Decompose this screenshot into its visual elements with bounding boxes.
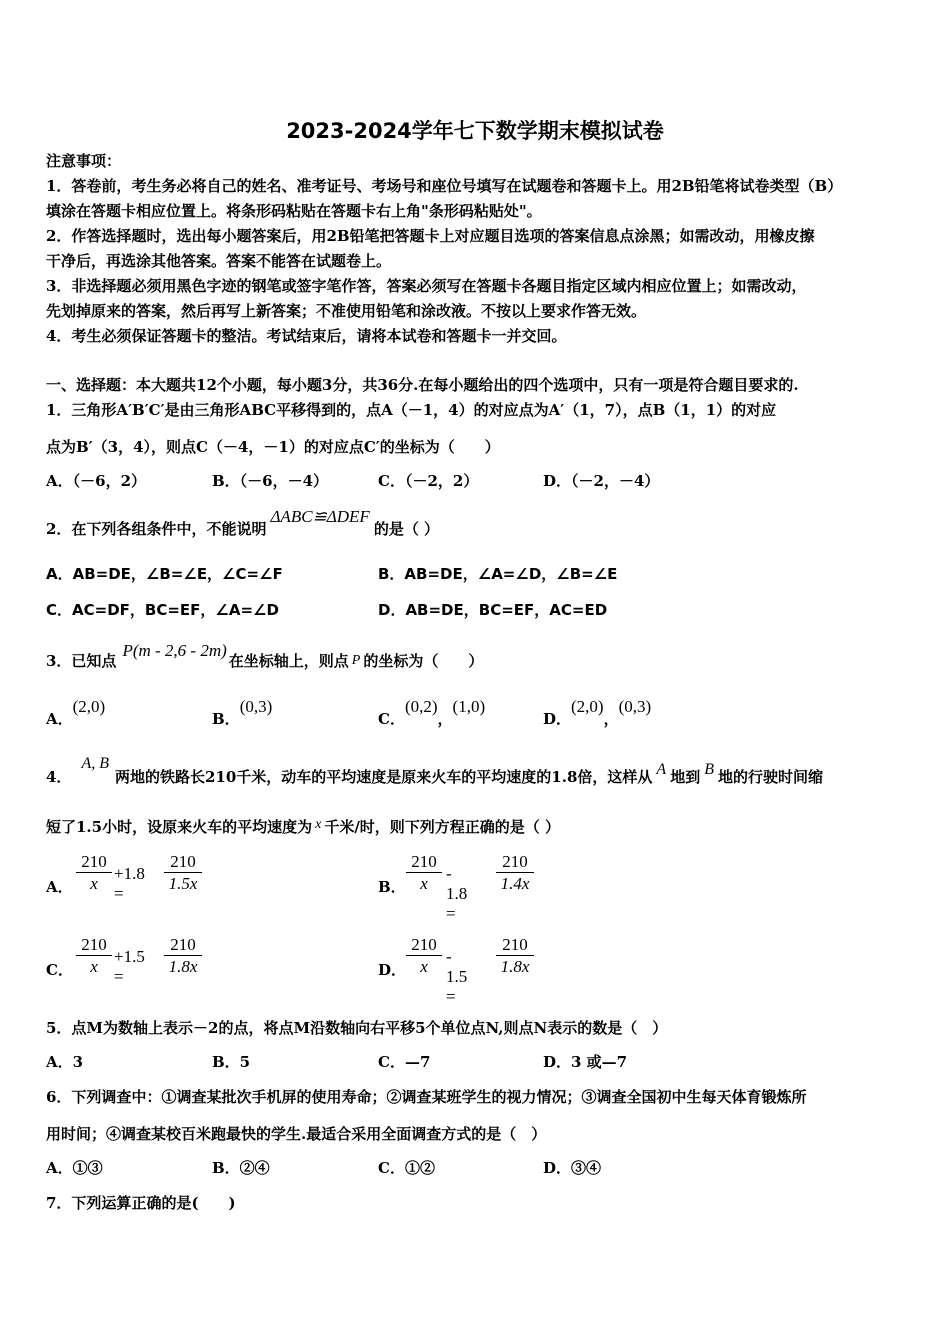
q3-option-a-coord: (2,0) [72,697,106,716]
fraction-denominator: x [420,956,428,976]
fraction-numerator: 210 [164,852,202,873]
q3-option-c [378,697,486,728]
question-4-stem-cont [46,817,561,836]
q4-x-symbol: x [315,817,322,832]
fraction-numerator: 210 [76,935,112,956]
q3-text-mid: 在坐标轴上，则点 [228,652,349,670]
q5-option-b: B．5 [212,1053,251,1071]
q4-ab-symbol: A, B [81,755,109,772]
notice-line: 填涂在答题卡相应位置上。将条形码粘贴在答题卡右上角"条形码粘贴处"。 [46,202,542,220]
question-3-stem [46,641,484,670]
q4-a-fraction-right [164,852,202,894]
notice-line: 3．非选择题必须用黑色字迹的钢笔或签字笔作答，答案必须写在答题卡各题目指定区域内相应位置上；如需改动， [46,277,807,295]
q1-option-b: B．（－6，－4） [212,472,329,490]
page-title: 2023-2024学年七下数学期末模拟试卷 [286,119,664,143]
q3-option-c-coord1: (0,2) [404,697,438,716]
question-1-stem: 1．三角形A′B′C′是由三角形ABC平移得到的，点A（－1，4）的对应点为A′（1，7），点B（1，1）的对应 [46,401,777,419]
q4-c-fraction-left [76,935,112,977]
question-6-stem-cont: 用时间；④调查某校百米跑最快的学生.最适合采用全面调查方式的是（ ） [46,1125,547,1143]
q4-b-fraction-right [496,852,534,894]
q3-option-b-coord: (0,3) [239,697,273,716]
q6-option-b: B．②④ [212,1159,270,1177]
q2-text-post: 的是（ ） [373,520,440,538]
question-2-stem [46,507,440,538]
q1-option-a: A．（－6，2） [46,472,147,490]
q5-option-d: D．3 或—7 [543,1053,628,1071]
q4-a-symbol: A [656,761,667,778]
q4-option-a-label: A． [46,878,73,896]
section-heading: 一、选择题：本大题共12个小题，每小题3分，共36分.在每小题给出的四个选项中，只有一项是符合题目要求的. [46,376,799,394]
fraction-denominator: x [420,873,428,893]
q3-option-d-coord1: (2,0) [571,697,604,716]
question-7-stem: 7．下列运算正确的是( ) [46,1194,236,1212]
q1-option-d: D．（－2，－4） [543,472,660,490]
question-4-stem [46,755,823,786]
q3-option-b [212,697,273,728]
notice-heading: 注意事项： [46,152,122,170]
q4-number: 4． [46,768,72,786]
q4-b-operator: - 1.8 = [446,864,468,923]
q2-option-c: C．AC=DF，BC=EF，∠A=∠D [46,601,279,619]
q4-option-d-label: D． [378,961,407,979]
fraction-denominator: 1.8x [168,956,198,976]
q4-text-1: 两地的铁路长210千米，动车的平均速度是原来火车的平均速度的1.8倍，这样从 [114,768,653,786]
q3-option-d-label: D． [543,710,572,728]
q4-d-fraction-left [406,935,442,977]
fraction-denominator: 1.4x [500,873,530,893]
fraction-numerator: 210 [496,852,534,873]
q2-congruence-formula: ΔABC≌ΔDEF [270,507,370,526]
q3-point-p: P [351,653,361,668]
q2-option-b: B．AB=DE，∠A=∠D，∠B=∠E [378,565,618,583]
q4-c-operator: +1.5 = [114,947,145,986]
q4-a-operator: +1.8 = [114,864,145,903]
q4-d-fraction-right [496,935,534,977]
fraction-denominator: x [90,873,98,893]
q4-a-fraction-left [76,852,112,894]
q3-text-pre: 3．已知点 [46,652,117,670]
q4-line2-pre: 短了1.5小时，设原来火车的平均速度为 [46,818,313,836]
fraction-denominator: 1.5x [168,873,198,893]
q3-option-a-label: A． [46,710,73,728]
notice-line: 先划掉原来的答案，然后再写上新答案；不准使用铅笔和涂改液。不按以上要求作答无效。 [46,302,647,320]
q3-option-c-coord2: (1,0) [452,697,486,716]
question-5-stem: 5．点M为数轴上表示－2的点，将点M沿数轴向右平移5个单位点N,则点N表示的数是（ ） [46,1019,668,1037]
q5-option-c: C．—7 [378,1053,431,1071]
q4-line2-post: 千米/时，则下列方程正确的是（ ） [324,818,561,836]
q4-text-2: 地到 [670,768,701,786]
q5-option-a: A．3 [46,1053,84,1071]
notice-line: 干净后，再选涂其他答案。答案不能答在试题卷上。 [46,252,392,270]
q4-b-symbol: B [704,761,714,778]
q2-option-a: A．AB=DE，∠B=∠E，∠C=∠F [46,565,283,583]
q3-option-a [46,697,106,728]
notice-line: 4．考生必须保证答题卡的整洁。考试结束后，请将本试卷和答题卡一并交回。 [46,327,567,345]
q3-option-c-label: C． [378,710,405,728]
q4-d-operator: - 1.5 = [446,947,468,1006]
q6-option-c: C．①② [378,1159,435,1177]
q6-option-a: A．①③ [46,1159,103,1177]
notice-line: 1．答卷前，考生务必将自己的姓名、准考证号、考场号和座位号填写在试题卷和答题卡上。用2B铅笔将试卷类型（B） [46,177,843,195]
q2-text-pre: 2．在下列各组条件中，不能说明 [46,520,267,538]
q4-text-3: 地的行驶时间缩 [717,768,823,786]
question-1-stem-cont: 点为B′（3，4），则点C（－4，－1）的对应点C′的坐标为（ ） [46,438,500,456]
q3-text-post: 的坐标为（ ） [363,652,484,670]
q3-point-formula: P(m - 2,6 - 2m) [122,641,227,660]
q4-option-b-label: B． [378,878,406,896]
q3-option-b-label: B． [212,710,240,728]
fraction-numerator: 210 [76,852,112,873]
fraction-denominator: x [90,956,98,976]
fraction-numerator: 210 [496,935,534,956]
q3-option-d-sep: ， [603,710,619,728]
q6-option-d: D．③④ [543,1159,602,1177]
q1-option-c: C．（－2，2） [378,472,479,490]
question-6-stem: 6．下列调查中：①调查某批次手机屏的使用寿命；②调查某班学生的视力情况；③调查全国初中生每天体育锻炼所 [46,1088,807,1106]
q4-b-fraction-left [406,852,442,894]
q3-option-d-coord2: (0,3) [618,697,652,716]
q3-option-d [543,697,652,728]
fraction-denominator: 1.8x [500,956,530,976]
fraction-numerator: 210 [406,852,442,873]
q4-c-fraction-right [164,935,202,977]
q4-option-c-label: C． [46,961,73,979]
q3-option-c-sep: ， [437,710,453,728]
q2-option-d: D．AB=DE，BC=EF，AC=ED [378,601,608,619]
notice-line: 2．作答选择题时，选出每小题答案后，用2B铅笔把答题卡上对应题目选项的答案信息点涂黑；如需改动，用橡皮擦 [46,227,815,245]
fraction-numerator: 210 [406,935,442,956]
fraction-numerator: 210 [164,935,202,956]
